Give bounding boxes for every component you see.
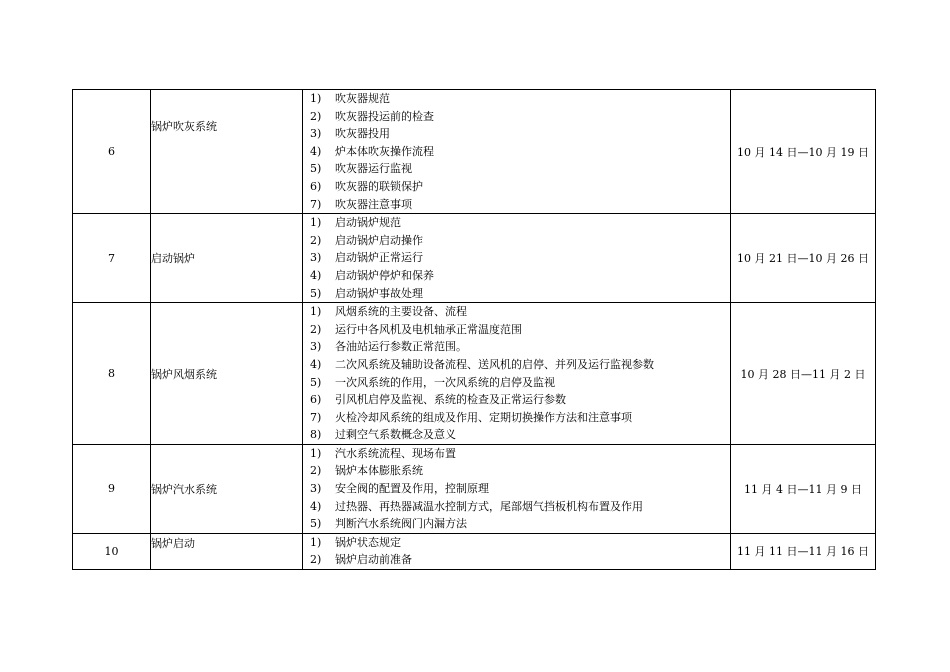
list-item	[303, 267, 730, 285]
item-number: 1)	[310, 535, 322, 549]
list-item	[303, 480, 730, 498]
table-row	[73, 533, 876, 569]
list-item	[303, 445, 730, 463]
list-item	[303, 303, 730, 321]
list-item	[303, 90, 730, 108]
system-name: 锅炉吹灰系统	[151, 90, 303, 214]
system-name: 启动锅炉	[151, 214, 303, 303]
list-item	[303, 249, 730, 267]
item-number: 7)	[310, 410, 322, 424]
list-item	[303, 321, 730, 339]
training-schedule-table	[72, 89, 876, 570]
item-text: 启动锅炉规范	[335, 216, 401, 230]
content-cell	[303, 303, 731, 445]
item-number: 2)	[310, 322, 322, 336]
item-number: 2)	[310, 109, 322, 123]
item-number: 3)	[310, 340, 322, 354]
item-text: 判断汽水系统阀门内漏方法	[335, 517, 467, 531]
item-number: 4)	[310, 357, 322, 371]
table-row	[73, 303, 876, 445]
content-cell	[303, 90, 731, 214]
list-item	[303, 498, 730, 516]
item-number: 3)	[310, 251, 322, 265]
item-text: 安全阀的配置及作用，控制原理	[335, 482, 489, 496]
item-text: 火检冷却风系统的组成及作用、定期切换操作方法和注意事项	[335, 410, 632, 424]
item-number: 1)	[310, 92, 322, 105]
row-number: 7	[73, 214, 151, 303]
item-text: 风烟系统的主要设备、流程	[335, 305, 467, 319]
item-number: 5)	[310, 375, 322, 389]
item-text: 吹灰器投运前的检查	[335, 109, 434, 123]
item-text: 锅炉启动前准备	[335, 553, 412, 567]
item-text: 一次风系统的作用，一次风系统的启停及监视	[335, 375, 555, 389]
list-item	[303, 196, 730, 214]
item-number: 2)	[310, 233, 322, 247]
table-row	[73, 214, 876, 303]
item-text: 启动锅炉事故处理	[335, 286, 423, 300]
row-number: 6	[73, 90, 151, 214]
date-range: 10 月 28 日—11 月 2 日	[731, 303, 876, 445]
item-text: 吹灰器投用	[335, 127, 390, 141]
list-item	[303, 178, 730, 196]
item-text: 启动锅炉正常运行	[335, 251, 423, 265]
list-item	[303, 409, 730, 427]
item-number: 4)	[310, 144, 322, 158]
list-item	[303, 232, 730, 250]
list-item	[303, 426, 730, 444]
list-item	[303, 125, 730, 143]
item-text: 锅炉本体膨胀系统	[335, 464, 423, 478]
row-number: 10	[73, 533, 151, 569]
item-text: 引风机启停及监视、系统的检查及正常运行参数	[335, 393, 566, 407]
item-text: 吹灰器规范	[335, 92, 390, 105]
item-number: 8)	[310, 428, 322, 442]
content-cell	[303, 533, 731, 569]
item-text: 吹灰器注意事项	[335, 197, 412, 211]
item-text: 各油站运行参数正常范围。	[335, 340, 467, 354]
item-number: 3)	[310, 127, 322, 141]
list-item	[303, 108, 730, 126]
item-number: 5)	[310, 517, 322, 531]
list-item	[303, 143, 730, 161]
list-item	[303, 462, 730, 480]
item-number: 5)	[310, 162, 322, 176]
content-cell	[303, 214, 731, 303]
item-text: 汽水系统流程、现场布置	[335, 446, 456, 460]
item-number: 1)	[310, 305, 322, 319]
row-number: 8	[73, 303, 151, 445]
item-text: 吹灰器运行监视	[335, 162, 412, 176]
item-text: 过剩空气系数概念及意义	[335, 428, 456, 442]
list-item	[303, 338, 730, 356]
item-number: 1)	[310, 446, 322, 460]
item-number: 4)	[310, 499, 322, 513]
list-item	[303, 374, 730, 392]
item-number: 2)	[310, 464, 322, 478]
date-range: 10 月 21 日—10 月 26 日	[731, 214, 876, 303]
item-text: 二次风系统及辅助设备流程、送风机的启停、并列及运行监视参数	[335, 357, 654, 371]
item-number: 6)	[310, 179, 322, 193]
item-text: 锅炉状态规定	[335, 535, 401, 549]
item-number: 5)	[310, 286, 322, 300]
list-item	[303, 515, 730, 533]
item-text: 运行中各风机及电机轴承正常温度范围	[335, 322, 522, 336]
item-text: 启动锅炉启动操作	[335, 233, 423, 247]
item-text: 吹灰器的联锁保护	[335, 179, 423, 193]
list-item	[303, 285, 730, 303]
list-item	[303, 160, 730, 178]
system-name: 锅炉汽水系统	[151, 444, 303, 533]
item-text: 炉本体吹灰操作流程	[335, 144, 434, 158]
item-text: 过热器、再热器减温水控制方式，尾部烟气挡板机构布置及作用	[335, 499, 643, 513]
item-number: 6)	[310, 393, 322, 407]
item-number: 3)	[310, 482, 322, 496]
date-range: 11 月 4 日—11 月 9 日	[731, 444, 876, 533]
system-name: 锅炉风烟系统	[151, 303, 303, 445]
system-name: 锅炉启动	[151, 533, 303, 569]
list-item	[303, 551, 730, 569]
item-number: 1)	[310, 216, 322, 230]
list-item	[303, 356, 730, 374]
item-text: 启动锅炉停炉和保养	[335, 268, 434, 282]
item-number: 7)	[310, 197, 322, 211]
date-range: 11 月 11 日—11 月 16 日	[731, 533, 876, 569]
row-number: 9	[73, 444, 151, 533]
table-row	[73, 444, 876, 533]
list-item	[303, 214, 730, 232]
item-number: 4)	[310, 268, 322, 282]
item-number: 2)	[310, 553, 322, 567]
date-range: 10 月 14 日—10 月 19 日	[731, 90, 876, 214]
list-item	[303, 534, 730, 552]
content-cell	[303, 444, 731, 533]
list-item	[303, 391, 730, 409]
table-row	[73, 90, 876, 214]
